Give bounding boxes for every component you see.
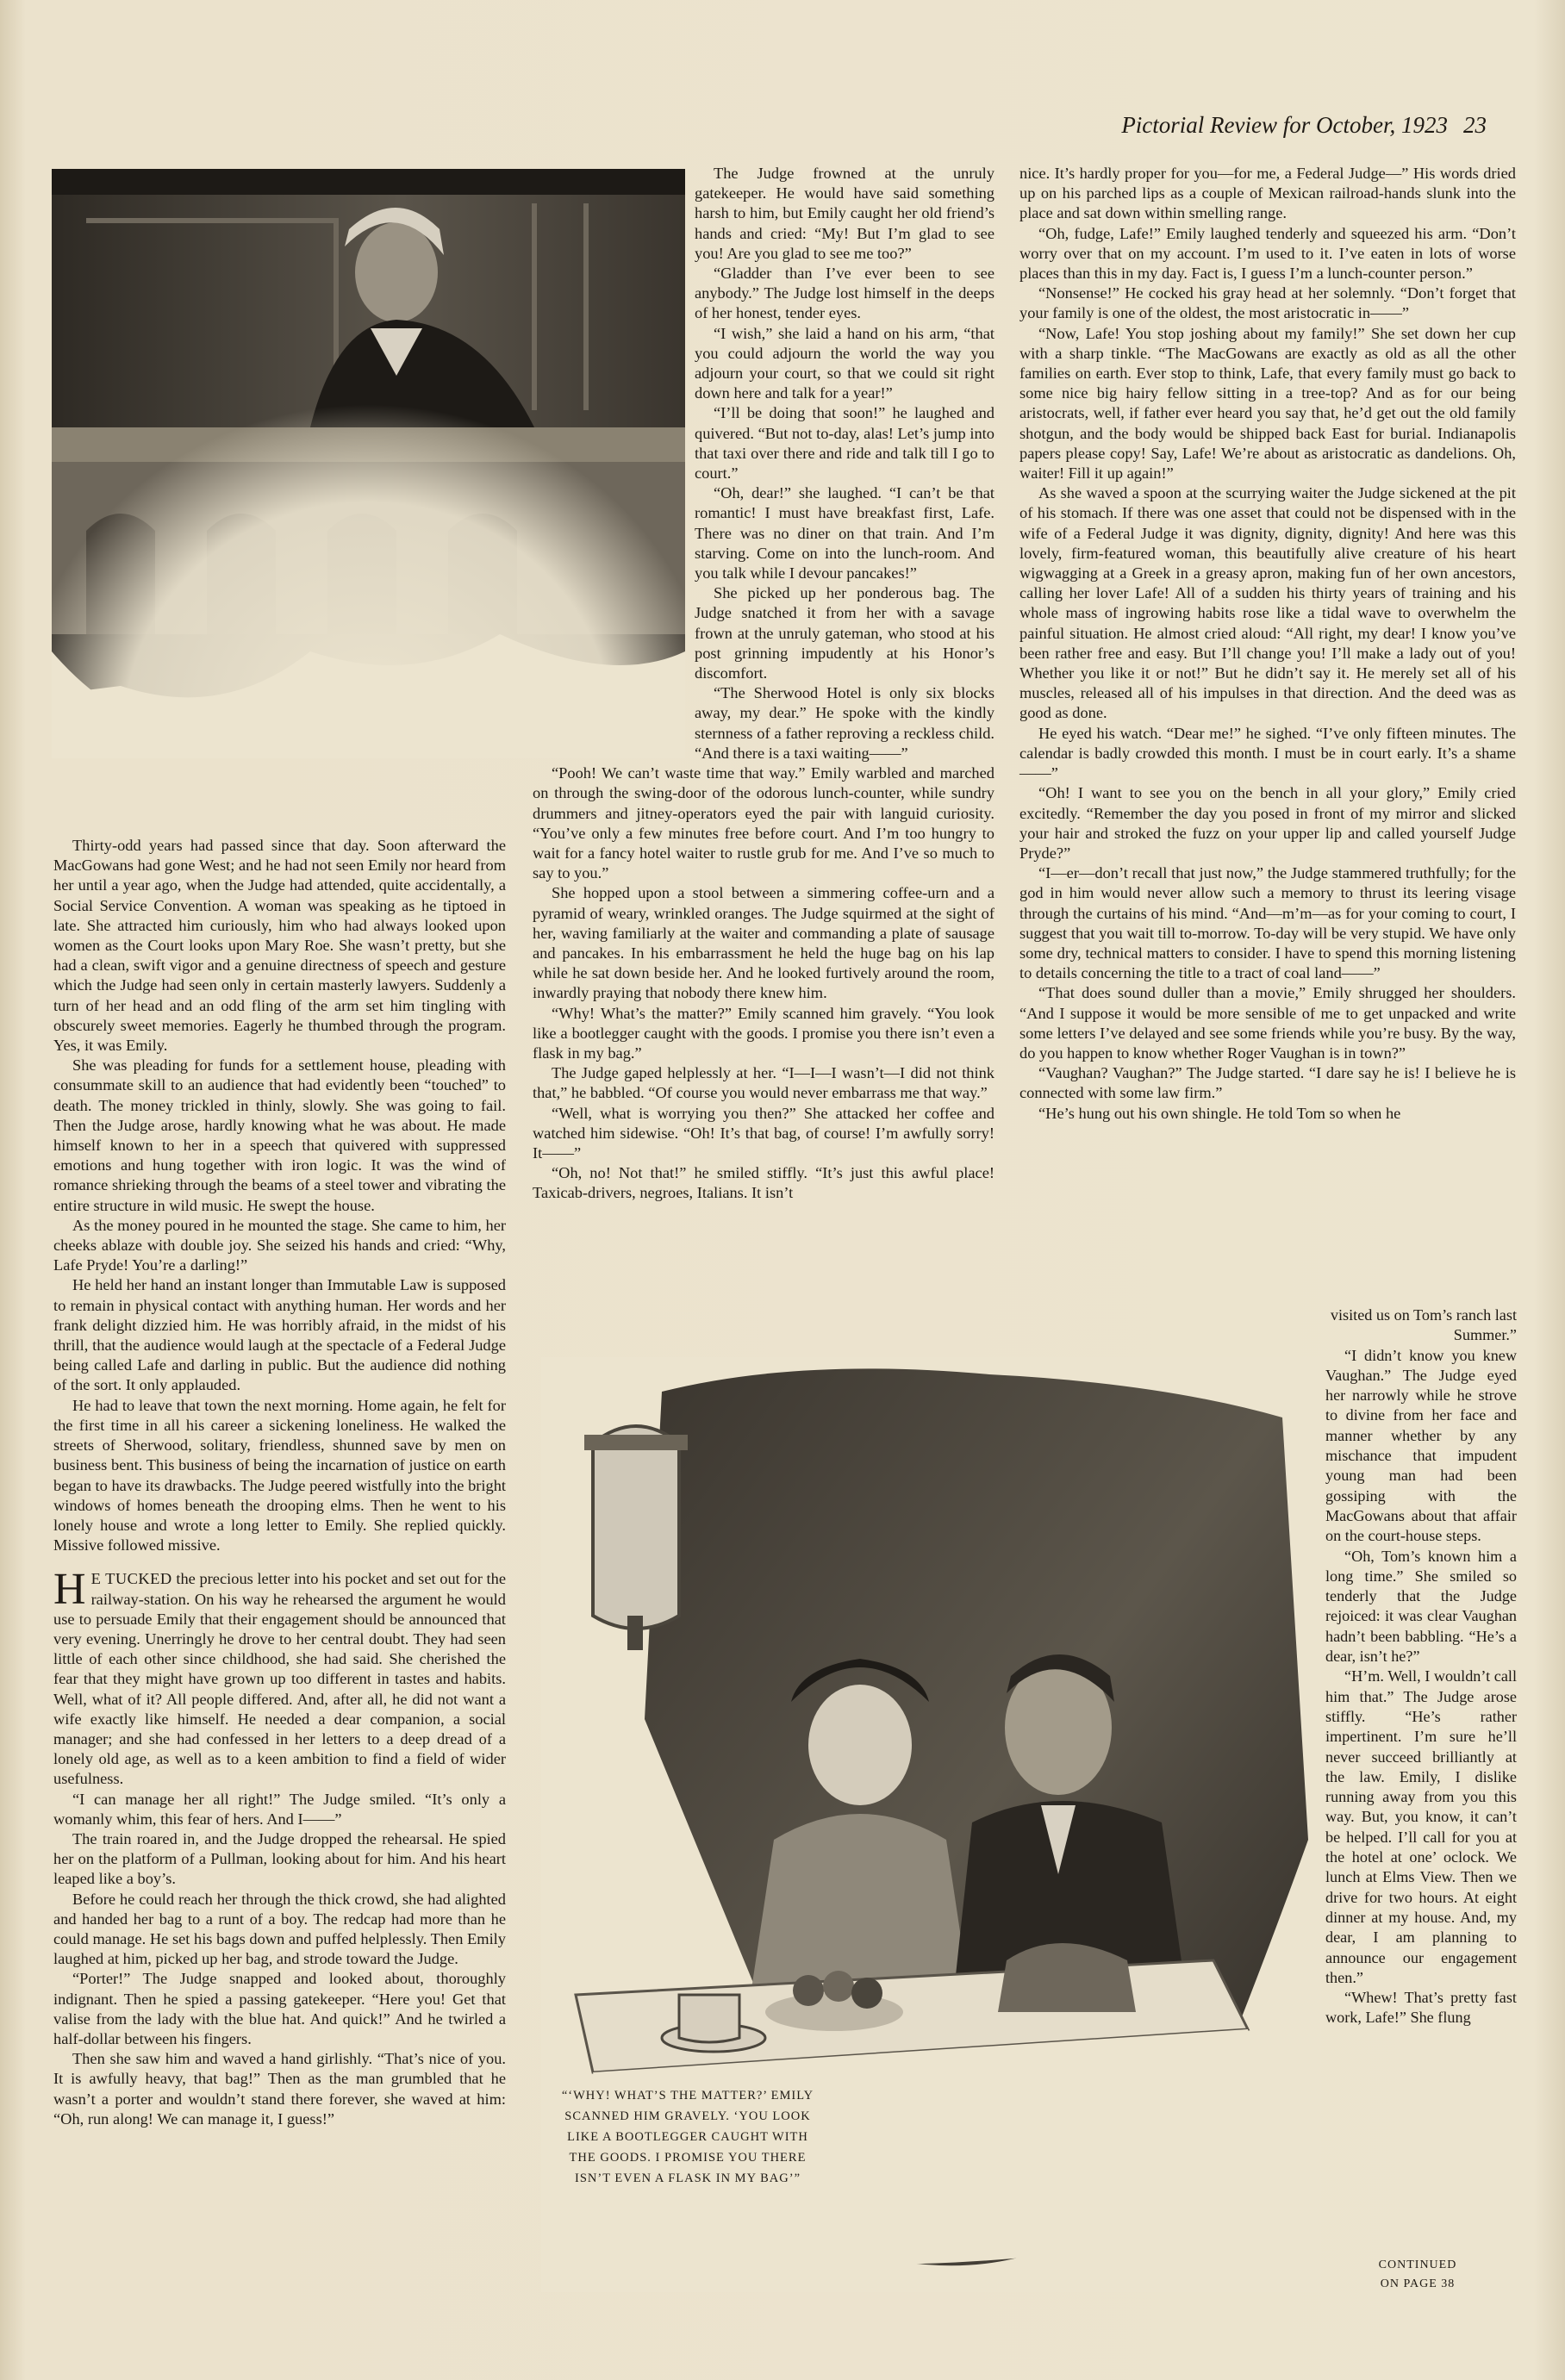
paragraph: The Judge frowned at the unruly gatekeeper. He would have said something harsh to him, but Emily caught her old friend’s hands and cried: “My! But I’m glad to see you! Are you glad to see me too?”	[695, 165, 994, 262]
paragraph: “That does sound duller than a movie,” Emily shrugged her shoulders. “And I suppose it would be more sensible of me to get unpacked and write some letters I’ve delayed and see some friends while you’re busy. By the way, do you happen to know whether Roger Vaughan is in town?”	[1019, 984, 1516, 1062]
drop-cap: H	[53, 1565, 86, 1615]
paragraph: “I didn’t know you knew Vaughan.” The Judge eyed her narrowly while he strove to divine from her face and manner whether by any mischance that impudent young man had been gossiping with the MacGowans about that affair on the court-house steps.	[1325, 1346, 1517, 1545]
paragraph: “I’ll be doing that soon!” he laughed and quivered. “But not to-day, alas! Let’s jump into that taxi over there and ride and talk till I go to court.”	[695, 404, 994, 483]
paragraph: The Judge gaped helplessly at her. “I—I—I wasn’t—I did not think that,” he babbled. “Of course you would never embarrass me that way.”	[533, 1064, 994, 1102]
paragraph: “Oh, fudge, Lafe!” Emily laughed tenderly and squeezed his arm. “Don’t worry over that on my account. I’m used to it. I’ve eaten in lots of worse places than this in my day. Fact is, I guess I’m a lunch-counter person.”	[1019, 224, 1516, 283]
paragraph-body: the precious letter into his pocket and set out for the railway-station. On his way he rehearsed the argument he would use to persuade Emily that their engagement should be announced that very evening. Unerringly he drove to her central doubt. They had seen little of each other since childhood, she had said. She cherished the fear that they might have grown up too different in tastes and habits. Well, what of it? All people differed. And, after all, he did not want a wife exactly like himself. He needed a dear companion, a social manager; and she had confessed in her letters to a deep dread of a lonely old age, as well as to a keen ambition to find a field of wider usefulness.	[53, 1570, 506, 1788]
running-header	[1116, 112, 1487, 146]
illustration-caption	[558, 2085, 817, 2189]
paragraph: Before he could reach her through the thick crowd, she had alighted and handed her bag to a runt of a boy. The redcap had more than he could manage. He set his bags down and puffed helplessly. Then Emily laughed at him, picked up her bag, and strode toward the Judge.	[53, 1890, 506, 1968]
paragraph: visited us on Tom’s ranch last Summer.”	[1330, 1306, 1517, 1344]
paragraph: “Why! What’s the matter?” Emily scanned him gravely. “You look like a bootlegger caught with the goods. I promise you there isn’t even a flask in my bag.”	[533, 1004, 994, 1062]
lead-in: E TUCKED	[90, 1570, 172, 1588]
running-title: Pictorial Review for October, 1923	[1121, 112, 1448, 138]
caption-text: “‘WHY! WHAT’S THE MATTER?’ EMILY SCANNED HIM GRAVELY. ‘YOU LOOK LIKE A BOOTLEGGER CAUGHT WITH THE GOODS. I PROMISE YOU THERE ISN’T EVEN A FLASK IN MY BAG’”	[561, 2089, 814, 2185]
text-column-2	[533, 164, 994, 1204]
paragraph: “Oh, dear!” she laughed. “I can’t be that romantic! I must have breakfast first, Lafe. There was no diner on that train. And I’m starving. Come on into the lunch-room. And you talk while I devour pancakes!”	[695, 484, 994, 583]
continued-notice	[1331, 2256, 1504, 2294]
paragraph: He had to leave that town the next morning. Home again, he felt for the first time in all his career a sickening loneliness. He walked the streets of Sherwood, solitary, friendless, shunned save by men on business bent. This business of being the incarnation of justice on earth began to have its drawbacks. The Judge peered wistfully into the bright windows of homes beneath the drooping elms. Then he went to his lonely house and wrote a long letter to Emily. She replied quickly. Missive followed missive.	[53, 1396, 506, 1554]
paragraph: She was pleading for funds for a settlement house, pleading with consummate skill to an audience that had evidently been “touched” to death. The money trickled in thinly, slowly. She was going to fail. Then the Judge arose, hardly knowing what he was about. He made himself known to her in a speech that quivered with suppressed emotions and hung together with iron logic. It was the wind of romance shrieking through the beams of a steel tower and vibrating the entire structure in wild music. He swept the house.	[53, 1056, 506, 1214]
paragraph: “Well, what is worrying you then?” She attacked her coffee and watched him sidewise. “Oh! It’s that bag, of course! I’m awfully sorry! It——”	[533, 1104, 994, 1162]
paragraph: “Whew! That’s pretty fast work, Lafe!” She flung	[1325, 1989, 1517, 2027]
paragraph: He held her hand an instant longer than Immutable Law is supposed to remain in physical contact with anything human. Her words and her frank delight dizzied him. He was horribly afraid, in the midst of his thrill, that the audience would laugh at the spectacle of a Federal Judge being called Lafe and darling in public. But the audience did nothing of the sort. It only applauded.	[53, 1276, 506, 1394]
paragraph: “Vaughan? Vaughan?” The Judge started. “I dare say he is! I believe he is connected with some law firm.”	[1019, 1064, 1516, 1102]
paragraph: “I can manage her all right!” The Judge smiled. “It’s only a womanly whim, this fear of hers. And I——”	[53, 1790, 506, 1828]
section-opening-paragraph	[53, 1565, 506, 1789]
paragraph: “Pooh! We can’t waste time that way.” Emily warbled and marched on through the swing-door of the odorous lunch-counter, while sundry drummers and jitney-operators eyed the pair with languid curiosity. “You’ve only a few minutes free before court. And I’m too hungry to wait for a fancy hotel waiter to rustle grub for me. And I’ve so much to say to you.”	[533, 764, 994, 882]
paragraph: “I wish,” she laid a hand on his arm, “that you could adjourn the world the way you adjourn your court, so that we could sit right down here and talk for a year!”	[695, 324, 994, 402]
paragraph: As the money poured in he mounted the stage. She came to him, her cheeks ablaze with double joy. She seized his hands and cried: “Why, Lafe Pryde! You’re a darling!”	[53, 1216, 506, 1274]
paragraph: “H’m. Well, I wouldn’t call him that.” The Judge arose stiffly. “He’s rather impertinent. I’m sure he’ll never succeed brilliantly at the law. Emily, I dislike running away from you this way. But, you know, it can’t be helped. I’ll call for you at the hotel at one’ oclock. We lunch at Elms View. Then we drive for two hours. At eight dinner at my house. And, my dear, I am planning to announce our engagement then.”	[1325, 1667, 1517, 1986]
paragraph: She picked up her ponderous bag. The Judge snatched it from her with a savage frown at the unruly gateman, who stood at his post grinning impudently at his Honor’s discomfort.	[695, 584, 994, 682]
paragraph: Thirty-odd years had passed since that day. Soon afterward the MacGowans had gone West; and he had not seen Emily nor heard from her until a year ago, when the Judge had attended, quite accidentally, a Social Service Convention. A woman was speaking as he tiptoed in late. She attracted him curiously, him who had always looked upon women as the Court looks upon Mary Roe. She wasn’t pretty, but she had a clean, swift vigor and a genuine directness of speech and gesture which the Judge had seen only in certain masterly lawyers. Suddenly a turn of her head and an odd fling of the arm set him tingling with obscurely sweet memories. Eagerly he thumbed through the program. Yes, it was Emily.	[53, 837, 506, 1055]
paragraph: “Porter!” The Judge snapped and looked about, thoroughly indignant. Then he spied a passing gatekeeper. “Here you! Get that valise from the lady with the blue hat. And quick!” And he twirled a half-dollar between his fingers.	[53, 1970, 506, 2047]
paragraph: nice. It’s hardly proper for you—for me, a Federal Judge—” His words dried up on his parched lips as a couple of Mexican railroad-hands slunk into the place and sat down within smelling range.	[1019, 165, 1516, 222]
paragraph: “Oh! I want to see you on the bench in all your glory,” Emily cried excitedly. “Remember the day you posed in front of my mirror and slicked your hair and stroked the fuzz on your upper lip and called yourself Judge Pryde?”	[1019, 784, 1516, 862]
text-column-3-narrow	[1325, 1305, 1517, 2028]
paragraph: “Gladder than I’ve ever been to see anybody.” The Judge lost himself in the deeps of her honest, tender eyes.	[695, 265, 994, 322]
paragraph: Then she saw him and waved a hand girlishly. “That’s nice of you. It is awfully heavy, that bag!” Then as the man grumbled that he wasn’t a porter and wouldn’t stand there forever, she waved at him: “Oh, run along! We can manage it, I guess!”	[53, 2050, 506, 2128]
text-column-1	[53, 836, 506, 2129]
paragraph: She hopped upon a stool between a simmering coffee-urn and a pyramid of weary, wrinkled oranges. The Judge squirmed at the sight of her, waving familiarly at the waiter and commanding a plate of sausage and pancakes. In his embarrassment he held the huge bag on his lap while he sat down beside her. And he looked furtively around the room, inwardly praying that nobody there knew him.	[533, 884, 994, 1002]
paragraph: “Oh, no! Not that!” he smiled stiffly. “It’s just this awful place! Taxicab-drivers, negroes, Italians. It isn’t	[533, 1164, 994, 1202]
paragraph: He eyed his watch. “Dear me!” he sighed. “I’ve only fifteen minutes. The calendar is badly crowded this month. I must be in court early. It’s a shame——”	[1019, 724, 1516, 782]
paragraph: “The Sherwood Hotel is only six blocks away, my dear.” He spoke with the kindly sternness of a father reproving a reckless child. “And there is a taxi waiting——”	[695, 684, 994, 762]
paragraph: “Now, Lafe! You stop joshing about my family!” She set down her cup with a sharp tinkle. “The MacGowans are exactly as old as all the other families on earth. Ever stop to think, Lafe, that every family must go back to some nice big hairy fellow sitting in a tree-top? And as for our being aristocrats, well, if father ever heard you say that, he’d get out the old family shotgun, and the body would be shipped back East for burial. Indianapolis papers please copy! Say, Lafe! We’re about as aristocratic as dandelions. Oh, waiter! Fill it up again!”	[1019, 324, 1516, 483]
paragraph: “He’s hung out his own shingle. He told Tom so when he	[1038, 1104, 1401, 1122]
paragraph: “I—er—don’t recall that just now,” the Judge stammered truthfully; for the god in him would never allow such a memory to thrust its leering visage through the curtains of his mind. “And—m’m—as for your coming to court, I suggest that you wait till to-morrow. To-day will be very stupid. We have only some dry, technical matters to consider. I have to spend this morning listening to details concerning the title to a tract of coal land——”	[1019, 864, 1516, 982]
text-column-3	[1019, 164, 1516, 1124]
paragraph: As she waved a spoon at the scurrying waiter the Judge sickened at the pit of his stomach. If there was one asset that could not be dispensed with in the wife of a Federal Judge it was dignity, dignity, dignity! And here was this lovely, firm-featured woman, this beautifully alive creature of his heart wigwagging at a Greek in a greasy apron, making fun of her own ancestors, calling her lover Lafe! All of a sudden his thirty years of training and his whole mass of ingrowing habits rose like a tidal wave to overwhelm the painful situation. He almost cried aloud: “All right, my dear! I know you’ve been rather free and easy. But I’ll change you! I’ll make a lady out of you! Whether you like it or not!” But he didn’t say it. He merely set all of his muscles, released all of his impulses in that direction. And the deed was as good as done.	[1019, 484, 1516, 722]
paragraph: “Oh, Tom’s known him a long time.” She smiled so tenderly that the Judge rejoiced: it was clear Vaughan hadn’t been babbling. “He’s a dear, isn’t he?”	[1325, 1547, 1517, 1666]
paragraph: “Nonsense!” He cocked his gray head at her solemnly. “Don’t forget that your family is one of the oldest, the most aristocratic in——”	[1019, 284, 1516, 322]
page-number: 23	[1463, 112, 1487, 138]
continued-text: CONTINUED ON PAGE 38	[1378, 2259, 1457, 2290]
paragraph: The train roared in, and the Judge dropped the rehearsal. He spied her on the platform of a Pullman, looking about for him. And his heart leaped like a boy’s.	[53, 1829, 506, 1888]
